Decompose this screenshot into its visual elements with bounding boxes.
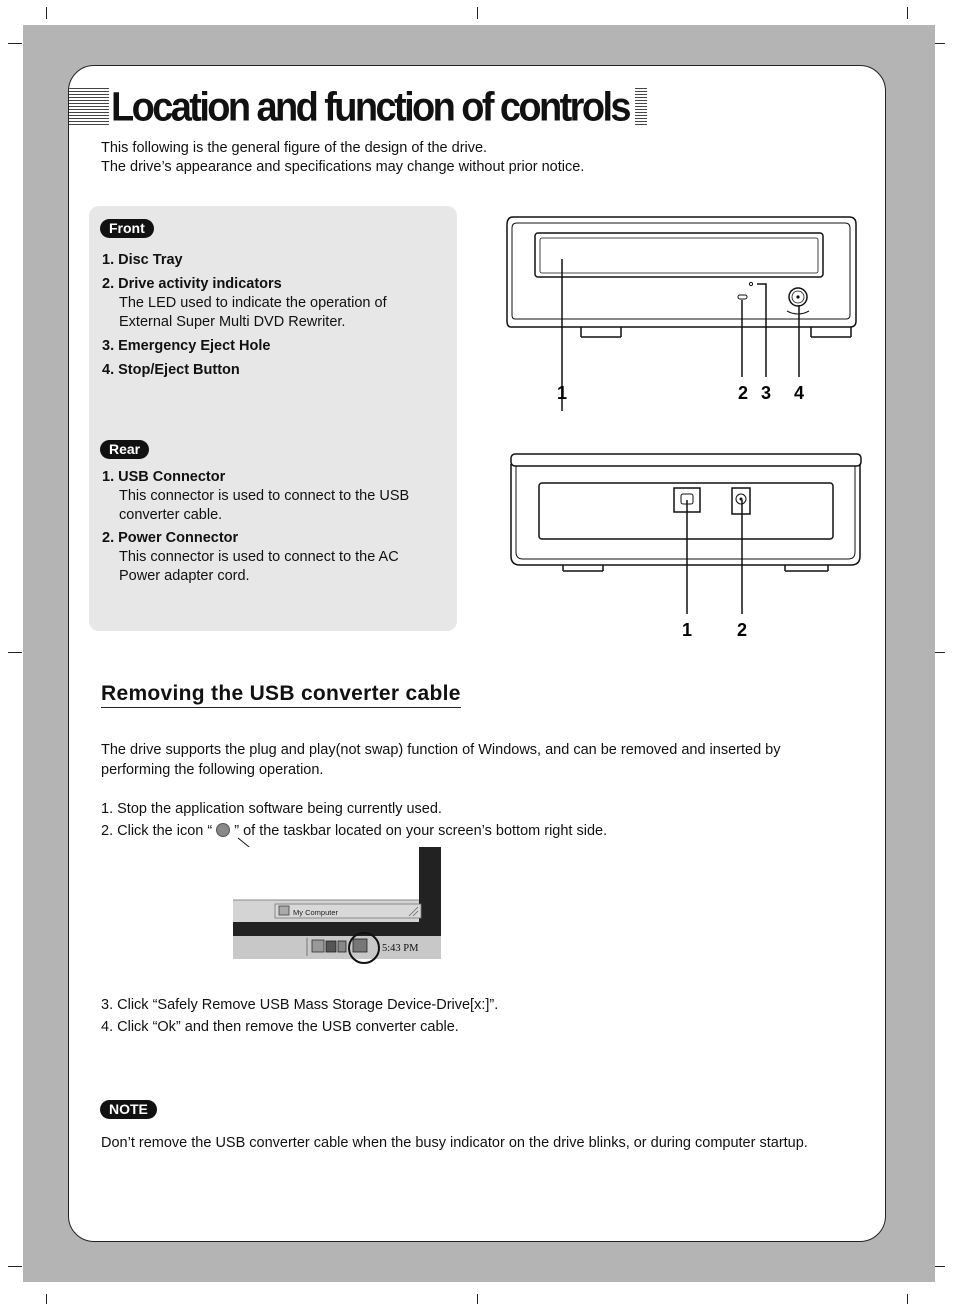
usb-intro-line: performing the following operation. [101, 761, 324, 778]
crop-mark [477, 7, 478, 19]
usb-step-2-before: 2. Click the icon “ [101, 823, 213, 839]
front-callout-1: 1 [556, 383, 568, 403]
usb-step-2-after: ” of the taskbar located on your screen’s bottom right side. [234, 823, 608, 839]
taskbar-clock: 5:43 PM [382, 943, 419, 954]
crop-mark [477, 1294, 478, 1304]
front-drive-diagram [501, 211, 861, 411]
front-item-emergency-eject: 3. Emergency Eject Hole [102, 338, 271, 354]
crop-mark [8, 43, 22, 44]
taskbar-screenshot [229, 826, 444, 976]
crop-mark [907, 1294, 908, 1304]
front-list [102, 251, 387, 380]
rear-callout-2: 2 [736, 620, 748, 638]
usb-step-3: 3. Click “Safely Remove USB Mass Storage Device-Drive[x:]”. [101, 997, 499, 1013]
rear-item-desc: Power adapter cord. [119, 568, 250, 584]
front-callout-2: 2 [737, 383, 749, 403]
crop-mark [907, 7, 908, 19]
front-item-desc: External Super Multi DVD Rewriter. [119, 314, 346, 330]
intro-line: The drive’s appearance and specifications may change without prior notice. [101, 159, 585, 175]
front-item-desc: The LED used to indicate the operation of [119, 295, 387, 311]
crop-mark [8, 1266, 22, 1267]
rear-badge: Rear [100, 440, 149, 459]
rear-item-usb: 1. USB Connector [102, 469, 226, 485]
rear-drive-diagram [503, 448, 873, 638]
rear-item-desc: This connector is used to connect to the AC [119, 549, 399, 565]
front-callout-4: 4 [793, 383, 805, 403]
front-item-disc-tray: 1. Disc Tray [102, 252, 183, 268]
usb-section-title: Removing the USB converter cable [101, 682, 461, 708]
crop-mark [8, 652, 22, 653]
rear-item-power: 2. Power Connector [102, 530, 239, 546]
crop-mark [46, 7, 47, 19]
rear-list [102, 468, 409, 586]
crop-mark [46, 1294, 47, 1304]
note-text: Don’t remove the USB converter cable when the busy indicator on the drive blinks, or during computer startup. [101, 1135, 808, 1151]
taskbar-my-computer-label: My Computer [293, 908, 339, 917]
intro-text [101, 139, 584, 177]
page-title: Location and function of controls [109, 84, 635, 132]
intro-line: This following is the general figure of the design of the drive. [101, 140, 488, 156]
usb-step-1: 1. Stop the application software being currently used. [101, 801, 442, 817]
rear-callout-1: 1 [681, 620, 693, 638]
rear-item-desc: converter cable. [119, 507, 223, 523]
content-card [68, 65, 886, 1242]
front-item-stop-eject: 4. Stop/Eject Button [102, 362, 240, 378]
rear-item-desc: This connector is used to connect to the USB [119, 488, 410, 504]
usb-step-4: 4. Click “Ok” and then remove the USB converter cable. [101, 1019, 459, 1035]
usb-intro-paragraph [101, 741, 780, 780]
front-callout-3: 3 [760, 383, 772, 403]
front-item-activity-indicators: 2. Drive activity indicators [102, 276, 282, 292]
usb-intro-line: The drive supports the plug and play(not swap) function of Windows, and can be removed and inserted by [101, 742, 781, 758]
note-badge: NOTE [100, 1100, 157, 1119]
front-badge: Front [100, 219, 154, 238]
